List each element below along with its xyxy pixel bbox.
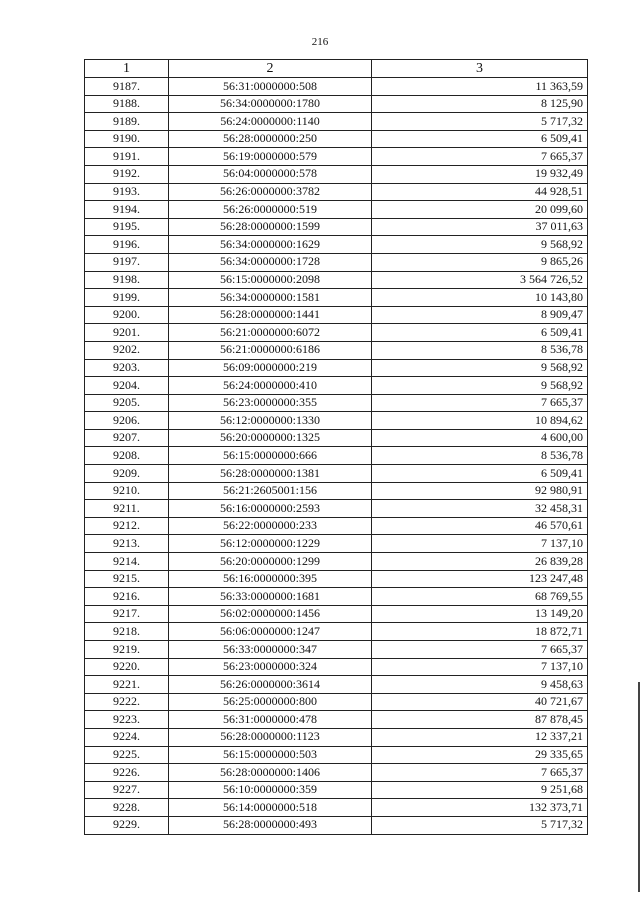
row-number-cell: 9214. [85, 553, 169, 571]
row-number-cell: 9224. [85, 728, 169, 746]
row-number-cell: 9220. [85, 658, 169, 676]
row-number-cell: 9218. [85, 623, 169, 641]
value-cell: 123 247,48 [372, 570, 588, 588]
table-row [85, 218, 588, 236]
cadastral-number-cell: 56:21:2605001:156 [169, 482, 372, 500]
value-cell: 7 665,37 [372, 641, 588, 659]
table-row [85, 553, 588, 571]
value-cell: 68 769,55 [372, 588, 588, 606]
row-number-cell: 9189. [85, 113, 169, 131]
cadastral-number-cell: 56:26:0000000:519 [169, 201, 372, 219]
table-row [85, 816, 588, 834]
table-row [85, 676, 588, 694]
cadastral-number-cell: 56:33:0000000:1681 [169, 588, 372, 606]
cadastral-number-cell: 56:20:0000000:1325 [169, 429, 372, 447]
cadastral-number-cell: 56:23:0000000:324 [169, 658, 372, 676]
table-row [85, 447, 588, 465]
value-cell: 9 568,92 [372, 236, 588, 254]
row-number-cell: 9215. [85, 570, 169, 588]
cadastral-number-cell: 56:15:0000000:503 [169, 746, 372, 764]
table-row [85, 658, 588, 676]
column-header-1: 1 [85, 60, 169, 78]
value-cell: 8 536,78 [372, 447, 588, 465]
row-number-cell: 9212. [85, 517, 169, 535]
table-row [85, 253, 588, 271]
table-row [85, 78, 588, 96]
row-number-cell: 9194. [85, 201, 169, 219]
value-cell: 6 509,41 [372, 324, 588, 342]
value-cell: 13 149,20 [372, 605, 588, 623]
cadastral-number-cell: 56:28:0000000:1406 [169, 764, 372, 782]
row-number-cell: 9193. [85, 183, 169, 201]
table-row [85, 781, 588, 799]
row-number-cell: 9206. [85, 412, 169, 430]
value-cell: 4 600,00 [372, 429, 588, 447]
row-number-cell: 9209. [85, 465, 169, 483]
cadastral-number-cell: 56:33:0000000:347 [169, 641, 372, 659]
cadastral-number-cell: 56:26:0000000:3614 [169, 676, 372, 694]
value-cell: 9 251,68 [372, 781, 588, 799]
row-number-cell: 9201. [85, 324, 169, 342]
value-cell: 9 865,26 [372, 253, 588, 271]
table-row [85, 113, 588, 131]
row-number-cell: 9198. [85, 271, 169, 289]
cadastral-number-cell: 56:34:0000000:1780 [169, 95, 372, 113]
row-number-cell: 9197. [85, 253, 169, 271]
value-cell: 11 363,59 [372, 78, 588, 96]
row-number-cell: 9210. [85, 482, 169, 500]
cadastral-number-cell: 56:19:0000000:579 [169, 148, 372, 166]
cadastral-number-cell: 56:20:0000000:1299 [169, 553, 372, 571]
value-cell: 19 932,49 [372, 165, 588, 183]
value-cell: 12 337,21 [372, 728, 588, 746]
value-cell: 6 509,41 [372, 130, 588, 148]
cadastral-number-cell: 56:21:0000000:6072 [169, 324, 372, 342]
row-number-cell: 9227. [85, 781, 169, 799]
row-number-cell: 9213. [85, 535, 169, 553]
value-cell: 7 665,37 [372, 764, 588, 782]
value-cell: 8 125,90 [372, 95, 588, 113]
row-number-cell: 9211. [85, 500, 169, 518]
table-row [85, 728, 588, 746]
table-row [85, 535, 588, 553]
cadastral-number-cell: 56:34:0000000:1581 [169, 289, 372, 307]
table-row [85, 500, 588, 518]
cadastral-number-cell: 56:24:0000000:1140 [169, 113, 372, 131]
table-row [85, 799, 588, 817]
table-row [85, 341, 588, 359]
column-header-3: 3 [372, 60, 588, 78]
row-number-cell: 9191. [85, 148, 169, 166]
cadastral-table [84, 59, 588, 835]
table-row [85, 623, 588, 641]
cadastral-number-cell: 56:26:0000000:3782 [169, 183, 372, 201]
row-number-cell: 9202. [85, 341, 169, 359]
table-row [85, 517, 588, 535]
cadastral-number-cell: 56:12:0000000:1229 [169, 535, 372, 553]
cadastral-number-cell: 56:16:0000000:395 [169, 570, 372, 588]
value-cell: 40 721,67 [372, 693, 588, 711]
value-cell: 46 570,61 [372, 517, 588, 535]
row-number-cell: 9187. [85, 78, 169, 96]
table-row [85, 289, 588, 307]
cadastral-number-cell: 56:14:0000000:518 [169, 799, 372, 817]
row-number-cell: 9208. [85, 447, 169, 465]
cadastral-number-cell: 56:23:0000000:355 [169, 394, 372, 412]
table-row [85, 359, 588, 377]
cadastral-number-cell: 56:28:0000000:493 [169, 816, 372, 834]
table-row [85, 183, 588, 201]
value-cell: 10 894,62 [372, 412, 588, 430]
cadastral-number-cell: 56:28:0000000:1123 [169, 728, 372, 746]
row-number-cell: 9192. [85, 165, 169, 183]
table-row [85, 746, 588, 764]
table-row [85, 271, 588, 289]
row-number-cell: 9203. [85, 359, 169, 377]
cadastral-number-cell: 56:28:0000000:1441 [169, 306, 372, 324]
table-row [85, 148, 588, 166]
row-number-cell: 9188. [85, 95, 169, 113]
row-number-cell: 9229. [85, 816, 169, 834]
cadastral-number-cell: 56:02:0000000:1456 [169, 605, 372, 623]
row-number-cell: 9190. [85, 130, 169, 148]
cadastral-number-cell: 56:15:0000000:2098 [169, 271, 372, 289]
value-cell: 9 568,92 [372, 359, 588, 377]
cadastral-number-cell: 56:04:0000000:578 [169, 165, 372, 183]
table-row [85, 588, 588, 606]
column-header-2: 2 [169, 60, 372, 78]
cadastral-number-cell: 56:09:0000000:219 [169, 359, 372, 377]
value-cell: 6 509,41 [372, 465, 588, 483]
value-cell: 5 717,32 [372, 816, 588, 834]
cadastral-number-cell: 56:28:0000000:1381 [169, 465, 372, 483]
row-number-cell: 9207. [85, 429, 169, 447]
cadastral-number-cell: 56:06:0000000:1247 [169, 623, 372, 641]
table-row [85, 641, 588, 659]
cadastral-number-cell: 56:15:0000000:666 [169, 447, 372, 465]
row-number-cell: 9216. [85, 588, 169, 606]
value-cell: 8 909,47 [372, 306, 588, 324]
cadastral-number-cell: 56:16:0000000:2593 [169, 500, 372, 518]
value-cell: 44 928,51 [372, 183, 588, 201]
value-cell: 3 564 726,52 [372, 271, 588, 289]
row-number-cell: 9195. [85, 218, 169, 236]
cadastral-number-cell: 56:22:0000000:233 [169, 517, 372, 535]
value-cell: 20 099,60 [372, 201, 588, 219]
table-row [85, 130, 588, 148]
cadastral-number-cell: 56:10:0000000:359 [169, 781, 372, 799]
table-row [85, 482, 588, 500]
value-cell: 7 665,37 [372, 148, 588, 166]
row-number-cell: 9205. [85, 394, 169, 412]
table-row [85, 412, 588, 430]
table-row [85, 605, 588, 623]
value-cell: 5 717,32 [372, 113, 588, 131]
row-number-cell: 9221. [85, 676, 169, 694]
value-cell: 9 458,63 [372, 676, 588, 694]
table-header-row [85, 60, 588, 78]
value-cell: 92 980,91 [372, 482, 588, 500]
cadastral-number-cell: 56:31:0000000:478 [169, 711, 372, 729]
value-cell: 7 137,10 [372, 658, 588, 676]
row-number-cell: 9228. [85, 799, 169, 817]
row-number-cell: 9204. [85, 377, 169, 395]
row-number-cell: 9200. [85, 306, 169, 324]
cadastral-number-cell: 56:24:0000000:410 [169, 377, 372, 395]
table-row [85, 236, 588, 254]
row-number-cell: 9217. [85, 605, 169, 623]
table-row [85, 306, 588, 324]
table-row [85, 95, 588, 113]
value-cell: 32 458,31 [372, 500, 588, 518]
table-body [85, 78, 588, 835]
cadastral-number-cell: 56:21:0000000:6186 [169, 341, 372, 359]
row-number-cell: 9225. [85, 746, 169, 764]
table-row [85, 693, 588, 711]
value-cell: 9 568,92 [372, 377, 588, 395]
value-cell: 132 373,71 [372, 799, 588, 817]
value-cell: 18 872,71 [372, 623, 588, 641]
table-row [85, 764, 588, 782]
value-cell: 7 137,10 [372, 535, 588, 553]
cadastral-number-cell: 56:12:0000000:1330 [169, 412, 372, 430]
table-row [85, 165, 588, 183]
cadastral-number-cell: 56:31:0000000:508 [169, 78, 372, 96]
value-cell: 29 335,65 [372, 746, 588, 764]
table-row [85, 465, 588, 483]
value-cell: 87 878,45 [372, 711, 588, 729]
row-number-cell: 9196. [85, 236, 169, 254]
table-row [85, 394, 588, 412]
value-cell: 8 536,78 [372, 341, 588, 359]
table-row [85, 429, 588, 447]
row-number-cell: 9222. [85, 693, 169, 711]
cadastral-number-cell: 56:28:0000000:1599 [169, 218, 372, 236]
cadastral-number-cell: 56:28:0000000:250 [169, 130, 372, 148]
row-number-cell: 9223. [85, 711, 169, 729]
table-row [85, 570, 588, 588]
table-row [85, 324, 588, 342]
cadastral-number-cell: 56:34:0000000:1728 [169, 253, 372, 271]
row-number-cell: 9226. [85, 764, 169, 782]
table-row [85, 377, 588, 395]
value-cell: 7 665,37 [372, 394, 588, 412]
value-cell: 37 011,63 [372, 218, 588, 236]
row-number-cell: 9199. [85, 289, 169, 307]
table-row [85, 711, 588, 729]
table-row [85, 201, 588, 219]
value-cell: 26 839,28 [372, 553, 588, 571]
cadastral-number-cell: 56:34:0000000:1629 [169, 236, 372, 254]
value-cell: 10 143,80 [372, 289, 588, 307]
row-number-cell: 9219. [85, 641, 169, 659]
page-number: 216 [311, 36, 329, 48]
cadastral-number-cell: 56:25:0000000:800 [169, 693, 372, 711]
